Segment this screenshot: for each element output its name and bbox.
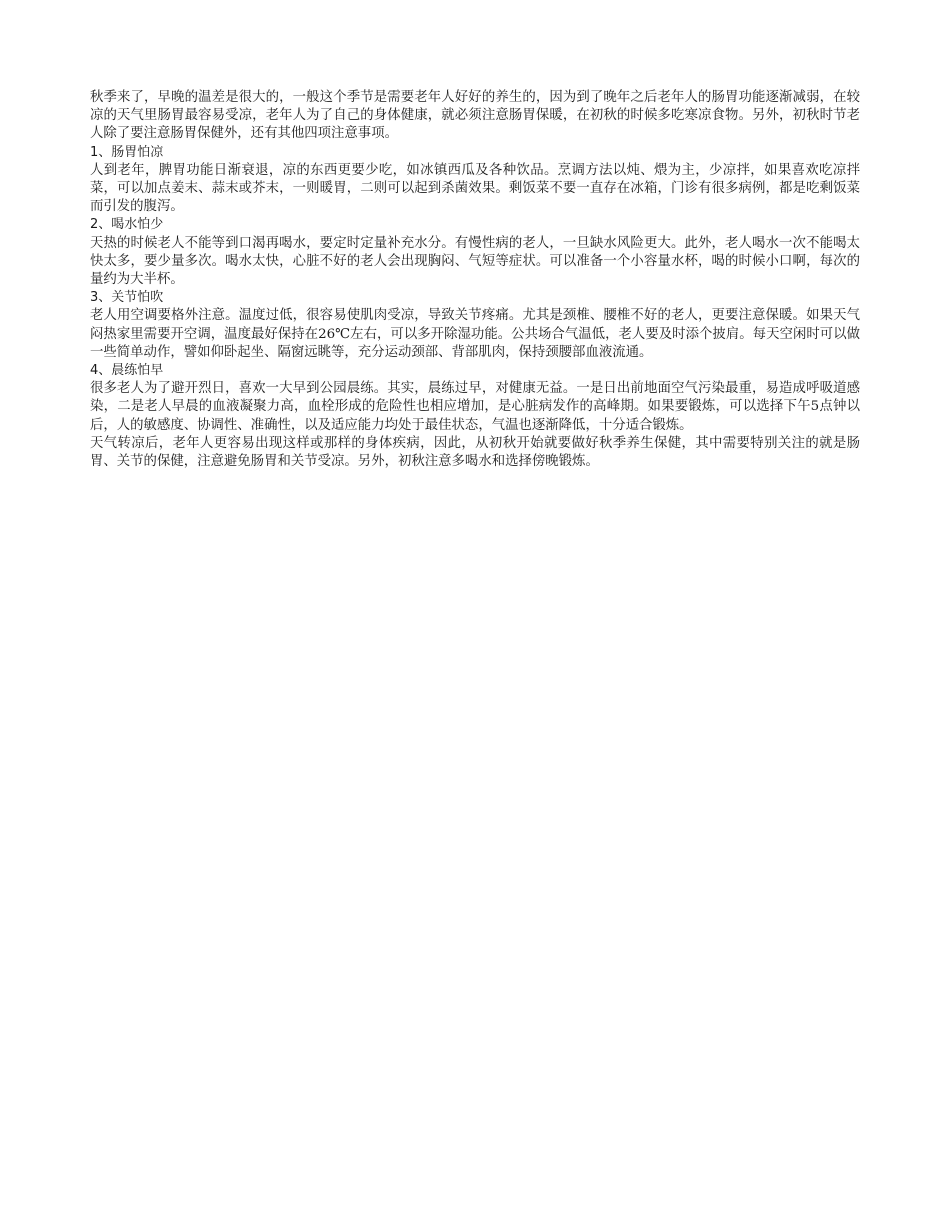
section-heading-joints: 3、关节怕吹 (90, 290, 164, 306)
intro-paragraph: 秋季来了，早晚的温差是很大的，一般这个季节是需要老年人好好的养生的，因为到了晚年之后老年人的肠胃功能逐渐减弱，在较凉的天气里肠胃最容易受凉，老年人为了自己的身体健康，就必须注意肠胃保暖，在初秋的时候多吃寒凉食物。另外，初秋时节老人除了要注意肠胃保健外，还有其他四项注意事项。 (90, 90, 860, 142)
section-heading-stomach: 1、肠胃怕凉 (90, 144, 164, 160)
conclusion-paragraph: 天气转凉后，老年人更容易出现这样或那样的身体疾病，因此，从初秋开始就要做好秋季养生保健，其中需要特别关注的就是肠胃、关节的保健，注意避免肠胃和关节受凉。另外，初秋注意多喝水和选择傍晚锻炼。 (90, 435, 860, 470)
section-body-water: 天热的时候老人不能等到口渴再喝水，要定时定量补充水分。有慢性病的老人，一旦缺水风险更大。此外，老人喝水一次不能喝太快太多，要少量多次。喝水太快，心脏不好的老人会出现胸闷、气短等症状。可以准备一个小容量水杯，喝的时候小口啊，每次的量约为大半杯。 (90, 235, 860, 288)
section-heading-water: 2、喝水怕少 (90, 217, 164, 233)
section-body-joints: 老人用空调要格外注意。温度过低，很容易使肌肉受凉，导致关节疼痛。尤其是颈椎、腰椎不好的老人，更要注意保暖。如果天气闷热家里需要开空调，温度最好保持在26℃左右，可以多开除湿功能。公共场合气温低，老人要及时添个披肩。每天空闲时可以做一些简单动作，譬如仰卧起坐、隔窗远眺等，充分运动颈部、背部肌肉，保持颈腰部血液流通。 (90, 308, 860, 360)
section-body-stomach: 人到老年，脾胃功能日渐衰退，凉的东西更要少吃，如冰镇西瓜及各种饮品。烹调方法以炖、煨为主，少凉拌，如果喜欢吃凉拌菜，可以加点姜末、蒜末或芥末，一则暖胃，二则可以起到杀菌效果。剩饭菜不要一直存在冰箱，门诊有很多病例，都是吃剩饭菜而引发的腹泻。 (90, 162, 860, 215)
section-heading-exercise: 4、晨练怕早 (90, 363, 164, 379)
document-body (90, 89, 860, 471)
section-body-exercise: 很多老人为了避开烈日，喜欢一大早到公园晨练。其实，晨练过早，对健康无益。一是日出前地面空气污染最重，易造成呼吸道感染，二是老人早晨的血液凝聚力高，血栓形成的危险性也相应增加，是心脏病发作的高峰期。如果要锻炼，可以选择下午5点钟以后，人的敏感度、协调性、准确性，以及适应能力均处于最佳状态，气温也逐渐降低，十分适合锻炼。 (90, 381, 860, 433)
